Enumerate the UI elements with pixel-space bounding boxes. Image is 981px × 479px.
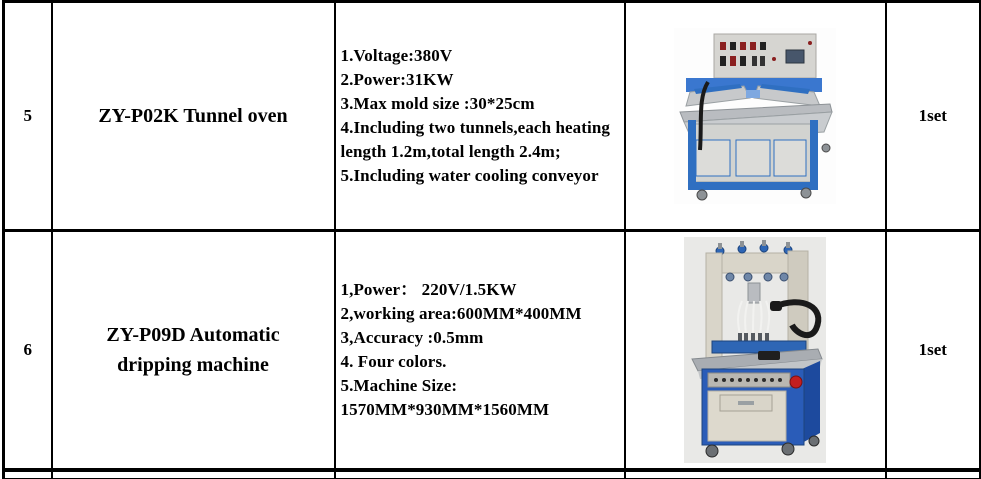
- table-row-next-clipped: [4, 470, 981, 479]
- spec-item: 2,working area:600MM*400MM: [340, 303, 582, 323]
- spec-item: 5.Machine Size: 1570MM*930MM*1560MM: [340, 375, 550, 419]
- product-name: ZY-P09D Automatic dripping machine: [106, 323, 280, 376]
- product-name-cell: [52, 2, 335, 231]
- table-row-6: [4, 231, 981, 470]
- product-name: ZY-P02K Tunnel oven: [98, 105, 288, 127]
- product-specs-cell: [335, 2, 625, 231]
- product-specs-cell: [335, 231, 625, 470]
- spec-item: 4.Including two tunnels,each heating length 1.2m,total length 2.4m;: [340, 118, 611, 161]
- spec-item: 3,Accuracy :0.5mm: [340, 327, 484, 347]
- spec-item: 2.Power:31KW: [340, 70, 454, 89]
- quantity: 1set: [886, 231, 981, 470]
- product-photo-cell: [625, 231, 886, 470]
- table-row-5: [4, 2, 981, 231]
- spec-item: 4. Four colors.: [340, 351, 447, 371]
- dripping-machine-photo: [684, 237, 826, 463]
- row-index: 5: [4, 2, 52, 231]
- product-spec-table: [2, 0, 981, 479]
- product-name-cell: [52, 231, 335, 470]
- product-photo-cell: [625, 2, 886, 231]
- tunnel-oven-photo: [674, 28, 836, 204]
- row-index: 6: [4, 231, 52, 470]
- spec-item: 1.Voltage:380V: [340, 46, 453, 65]
- quantity: 1set: [886, 2, 981, 231]
- spec-item: 1,Power： 220V/1.5KW: [340, 279, 517, 299]
- spec-item: 5.Including water cooling conveyor: [340, 166, 599, 185]
- spec-item: 3.Max mold size :30*25cm: [340, 94, 535, 113]
